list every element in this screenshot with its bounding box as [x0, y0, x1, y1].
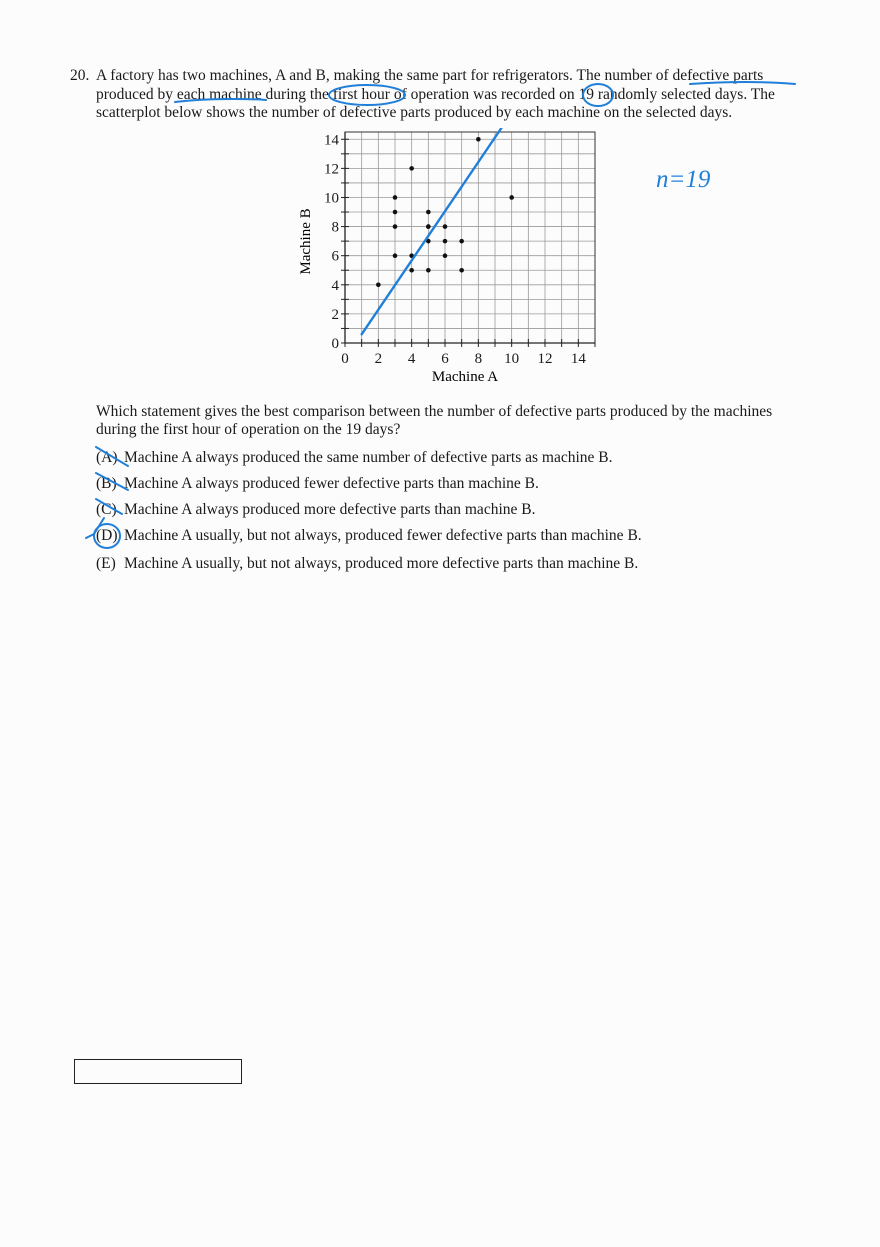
data-point — [409, 166, 414, 171]
x-tick-label: 2 — [374, 351, 383, 367]
y-tick-label: 0 — [331, 336, 339, 352]
data-point — [426, 268, 431, 273]
choice-b-letter: (B) — [96, 475, 117, 492]
y-tick-label: 10 — [324, 190, 339, 207]
question-text-line-1: A factory has two machines, A and B, making the same part for refrigerators. The number of defective parts — [96, 67, 764, 84]
y-tick-label: 4 — [331, 277, 339, 294]
choice-d-text: Machine A usually, but not always, produced fewer defective parts than machine B. — [124, 527, 642, 544]
handdrawn-line — [362, 128, 502, 334]
choice-c-text: Machine A always produced more defective parts than machine B. — [124, 501, 536, 518]
choice-b-text: Machine A always produced fewer defective parts than machine B. — [124, 475, 539, 492]
choice-a-letter: (A) — [96, 449, 118, 466]
data-point — [376, 282, 381, 287]
choice-a-text: Machine A always produced the same number of defective parts as machine B. — [124, 449, 613, 466]
answer-box[interactable] — [74, 1059, 242, 1084]
data-point — [426, 210, 431, 215]
x-tick-label: 14 — [570, 351, 586, 367]
prompt-line-1: Which statement gives the best comparison between the number of defective parts produced by the machines — [96, 403, 773, 420]
scatterplot-svg — [290, 128, 610, 390]
x-tick-label: 10 — [504, 351, 520, 367]
data-point — [393, 210, 398, 215]
data-point — [393, 224, 398, 229]
x-tick-labels — [341, 351, 586, 367]
data-point — [459, 239, 464, 244]
y-tick-label: 2 — [331, 306, 339, 323]
y-axis-label: Machine B — [298, 208, 314, 275]
data-point — [393, 195, 398, 200]
plot-grid — [345, 132, 595, 343]
choice-e[interactable] — [96, 555, 638, 573]
data-point — [443, 239, 448, 244]
x-tick-label: 0 — [341, 351, 349, 367]
question-text-line-2: produced by each machine during the first hour of operation was recorded on 19 randomly selected days. The — [96, 86, 775, 103]
x-tick-label: 4 — [407, 351, 416, 367]
data-point — [426, 224, 431, 229]
plot-axes — [341, 132, 595, 347]
choice-e-letter: (E) — [96, 555, 116, 572]
data-point — [393, 253, 398, 258]
question-number: 20. — [70, 67, 90, 84]
data-point — [409, 268, 414, 273]
handwritten-note: n=19 — [656, 166, 711, 193]
y-tick-label: 12 — [324, 161, 339, 178]
choice-d[interactable] — [96, 527, 642, 545]
data-point — [459, 268, 464, 273]
plot-frame — [345, 132, 595, 343]
x-tick-label: 8 — [474, 351, 483, 367]
question-text-line-3: scatterplot below shows the number of defective parts produced by each machine on the selected days. — [96, 104, 733, 121]
y-tick-label: 14 — [324, 132, 339, 149]
x-axis-label: Machine A — [431, 369, 499, 385]
choice-c-letter: (C) — [96, 501, 117, 518]
x-tick-label: 6 — [441, 351, 449, 367]
choice-b[interactable] — [96, 475, 539, 493]
x-tick-label: 12 — [537, 351, 553, 367]
data-point — [509, 195, 514, 200]
y-tick-labels — [324, 132, 340, 352]
data-point — [443, 224, 448, 229]
scatterplot — [290, 128, 610, 390]
prompt-line-2: during the first hour of operation on the 19 days? — [96, 421, 401, 438]
y-tick-label: 8 — [331, 219, 339, 236]
y-tick-label: 6 — [331, 248, 339, 265]
choice-d-letter: (D) — [96, 527, 118, 544]
data-point — [443, 253, 448, 258]
choice-e-text: Machine A usually, but not always, produced more defective parts than machine B. — [124, 555, 639, 572]
choice-a[interactable] — [96, 449, 613, 467]
choice-c[interactable] — [96, 501, 535, 519]
data-point — [476, 137, 481, 142]
